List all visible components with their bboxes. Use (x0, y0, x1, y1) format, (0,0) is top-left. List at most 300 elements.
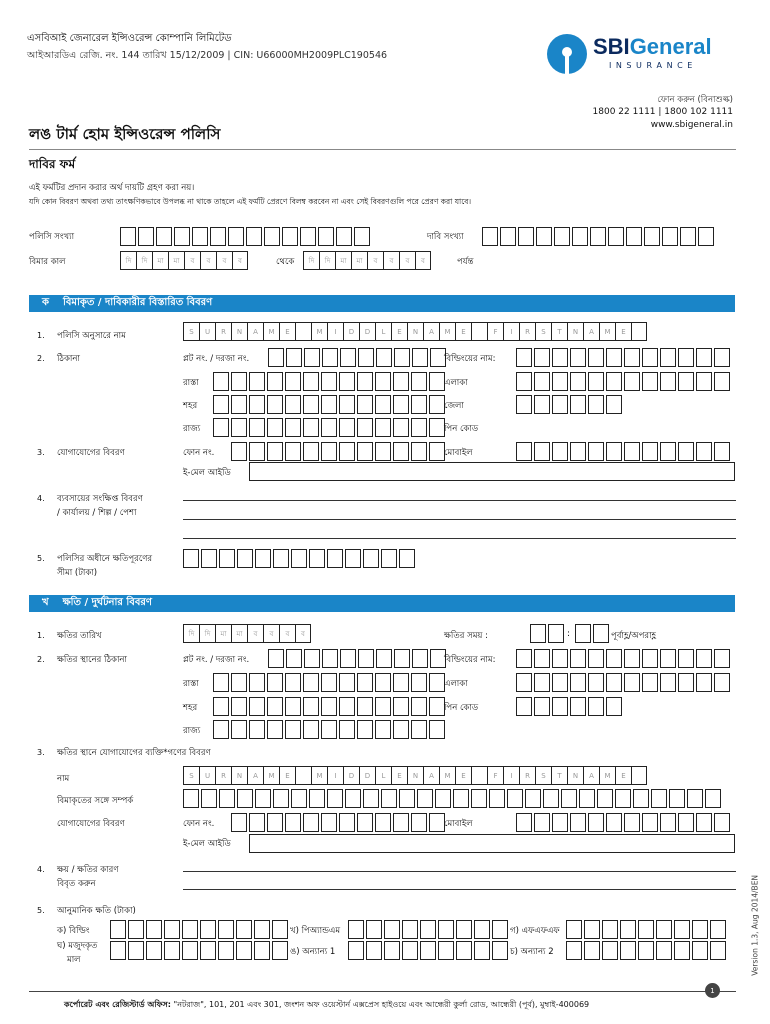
road-cell[interactable] (393, 372, 409, 391)
relation-cell[interactable] (309, 789, 325, 808)
city-cell[interactable] (303, 395, 319, 414)
plot-cell[interactable] (376, 649, 392, 668)
district-cell[interactable] (588, 395, 604, 414)
date-cell[interactable]: দি (183, 624, 199, 643)
state-cell[interactable] (267, 418, 283, 437)
policy-number-cell[interactable] (300, 227, 316, 246)
area-cell[interactable] (570, 372, 586, 391)
time-cell[interactable] (575, 624, 591, 643)
mobile-cell[interactable] (642, 813, 658, 832)
name-cell[interactable]: M (439, 766, 455, 785)
time-cell[interactable] (593, 624, 609, 643)
city-cell[interactable] (321, 697, 337, 716)
relation-cell[interactable] (543, 789, 559, 808)
claim-number-cell[interactable] (644, 227, 660, 246)
name-cell[interactable]: A (423, 766, 439, 785)
area-cell[interactable] (516, 673, 532, 692)
loss-city-field[interactable] (213, 697, 447, 716)
state-cell[interactable] (213, 720, 229, 739)
phone-cell[interactable] (429, 442, 445, 461)
name-cell[interactable]: E (455, 766, 471, 785)
date-cell[interactable]: ব (295, 624, 311, 643)
sum-cell[interactable] (363, 549, 379, 568)
building-cell[interactable] (696, 348, 712, 367)
policy-number-cell[interactable] (282, 227, 298, 246)
sum-cell[interactable] (309, 549, 325, 568)
amount-cell[interactable] (674, 941, 690, 960)
building-cell[interactable] (660, 649, 676, 668)
sum-cell[interactable] (327, 549, 343, 568)
amount-cell[interactable] (638, 941, 654, 960)
amount-cell[interactable] (438, 941, 454, 960)
name-cell[interactable]: E (279, 322, 295, 341)
loss-pin-field[interactable] (516, 697, 624, 716)
amount-cell[interactable] (566, 920, 582, 939)
area-cell[interactable] (660, 673, 676, 692)
date-cell[interactable]: মা (215, 624, 231, 643)
road-cell[interactable] (249, 372, 265, 391)
contact-email-field[interactable] (249, 834, 735, 853)
plot-cell[interactable] (286, 649, 302, 668)
pm-loss-field[interactable] (348, 920, 510, 939)
date-cell[interactable]: দি (319, 251, 335, 270)
area-cell[interactable] (660, 372, 676, 391)
plot-cell[interactable] (322, 348, 338, 367)
amount-cell[interactable] (182, 941, 198, 960)
amount-cell[interactable] (218, 941, 234, 960)
amount-cell[interactable] (128, 941, 144, 960)
road-cell[interactable] (213, 372, 229, 391)
relation-cell[interactable] (525, 789, 541, 808)
state-cell[interactable] (339, 720, 355, 739)
policy-number-cell[interactable] (336, 227, 352, 246)
plot-cell[interactable] (412, 348, 428, 367)
name-cell[interactable]: E (391, 322, 407, 341)
pin-cell[interactable] (588, 697, 604, 716)
building-cell[interactable] (552, 348, 568, 367)
claim-number-cell[interactable] (680, 227, 696, 246)
name-cell[interactable]: R (215, 322, 231, 341)
date-cell[interactable]: দি (120, 251, 136, 270)
amount-cell[interactable] (348, 920, 364, 939)
city-cell[interactable] (231, 697, 247, 716)
date-cell[interactable]: দি (136, 251, 152, 270)
other1-loss-field[interactable] (348, 941, 510, 960)
policy-number-cell[interactable] (354, 227, 370, 246)
claim-number-cell[interactable] (590, 227, 606, 246)
amount-cell[interactable] (620, 941, 636, 960)
sum-cell[interactable] (201, 549, 217, 568)
area-cell[interactable] (624, 372, 640, 391)
road-cell[interactable] (267, 372, 283, 391)
loss-state-field[interactable] (213, 720, 447, 739)
district-field[interactable] (516, 395, 624, 414)
name-cell[interactable]: R (215, 766, 231, 785)
name-cell[interactable] (471, 322, 487, 341)
phone-cell[interactable] (321, 442, 337, 461)
pin-cell[interactable] (606, 697, 622, 716)
building-cell[interactable] (642, 348, 658, 367)
city-cell[interactable] (393, 395, 409, 414)
amount-cell[interactable] (692, 920, 708, 939)
relation-cell[interactable] (597, 789, 613, 808)
sum-cell[interactable] (219, 549, 235, 568)
name-cell[interactable]: N (567, 322, 583, 341)
road-cell[interactable] (321, 372, 337, 391)
date-cell[interactable]: মা (152, 251, 168, 270)
name-cell[interactable]: A (583, 322, 599, 341)
loss-area-field[interactable] (516, 673, 732, 692)
amount-cell[interactable] (692, 941, 708, 960)
road-cell[interactable] (411, 673, 427, 692)
cause-line-2[interactable] (183, 889, 736, 890)
date-cell[interactable]: ব (415, 251, 431, 270)
name-cell[interactable]: A (247, 766, 263, 785)
mobile-cell[interactable] (570, 813, 586, 832)
state-cell[interactable] (429, 720, 445, 739)
name-cell[interactable]: S (183, 322, 199, 341)
state-cell[interactable] (357, 720, 373, 739)
relation-cell[interactable] (417, 789, 433, 808)
claim-number-cell[interactable] (626, 227, 642, 246)
amount-cell[interactable] (710, 920, 726, 939)
sum-cell[interactable] (345, 549, 361, 568)
claim-number-field[interactable] (482, 227, 716, 246)
amount-cell[interactable] (492, 920, 508, 939)
amount-cell[interactable] (236, 941, 252, 960)
building-cell[interactable] (678, 348, 694, 367)
sum-cell[interactable] (255, 549, 271, 568)
state-cell[interactable] (375, 418, 391, 437)
mobile-cell[interactable] (588, 442, 604, 461)
road-cell[interactable] (285, 372, 301, 391)
road-cell[interactable] (429, 372, 445, 391)
plot-cell[interactable] (340, 348, 356, 367)
policy-number-cell[interactable] (138, 227, 154, 246)
building-loss-field[interactable] (110, 920, 290, 939)
name-cell[interactable]: I (327, 322, 343, 341)
relation-cell[interactable] (633, 789, 649, 808)
state-cell[interactable] (267, 720, 283, 739)
sum-cell[interactable] (291, 549, 307, 568)
phone-cell[interactable] (303, 442, 319, 461)
name-cell[interactable]: D (359, 322, 375, 341)
road-cell[interactable] (213, 673, 229, 692)
name-cell[interactable]: D (359, 766, 375, 785)
policy-number-cell[interactable] (318, 227, 334, 246)
plot-cell[interactable] (286, 348, 302, 367)
amount-cell[interactable] (218, 920, 234, 939)
cause-line-1[interactable] (183, 871, 736, 872)
name-cell[interactable]: I (503, 766, 519, 785)
plot-cell[interactable] (358, 348, 374, 367)
city-cell[interactable] (285, 697, 301, 716)
amount-cell[interactable] (200, 941, 216, 960)
name-cell[interactable]: I (503, 322, 519, 341)
mobile-cell[interactable] (660, 813, 676, 832)
phone-cell[interactable] (285, 442, 301, 461)
phone-cell[interactable] (393, 442, 409, 461)
business-line-2[interactable] (183, 519, 736, 520)
city-cell[interactable] (375, 395, 391, 414)
name-cell[interactable]: S (535, 766, 551, 785)
phone-cell[interactable] (357, 442, 373, 461)
claim-number-cell[interactable] (608, 227, 624, 246)
date-cell[interactable]: মা (231, 624, 247, 643)
name-cell[interactable]: U (199, 322, 215, 341)
area-cell[interactable] (552, 673, 568, 692)
sum-cell[interactable] (237, 549, 253, 568)
phone-cell[interactable] (411, 813, 427, 832)
road-cell[interactable] (303, 673, 319, 692)
phone-cell[interactable] (339, 813, 355, 832)
period-to-date[interactable] (303, 251, 431, 270)
pin-cell[interactable] (552, 697, 568, 716)
area-cell[interactable] (516, 372, 532, 391)
area-cell[interactable] (606, 372, 622, 391)
name-cell[interactable]: F (487, 322, 503, 341)
area-cell[interactable] (606, 673, 622, 692)
name-cell[interactable]: A (583, 766, 599, 785)
date-cell[interactable]: মা (168, 251, 184, 270)
relation-cell[interactable] (273, 789, 289, 808)
city-cell[interactable] (411, 697, 427, 716)
relation-cell[interactable] (183, 789, 199, 808)
time-cell[interactable] (530, 624, 546, 643)
amount-cell[interactable] (200, 920, 216, 939)
plot-cell[interactable] (340, 649, 356, 668)
amount-cell[interactable] (272, 920, 288, 939)
state-cell[interactable] (303, 720, 319, 739)
claim-number-cell[interactable] (500, 227, 516, 246)
phone-cell[interactable] (357, 813, 373, 832)
amount-cell[interactable] (110, 920, 126, 939)
relation-cell[interactable] (705, 789, 721, 808)
amount-cell[interactable] (584, 920, 600, 939)
contact-phone-field[interactable] (231, 813, 447, 832)
amount-cell[interactable] (474, 920, 490, 939)
relation-cell[interactable] (561, 789, 577, 808)
amount-cell[interactable] (146, 920, 162, 939)
city-cell[interactable] (303, 697, 319, 716)
name-cell[interactable]: M (263, 766, 279, 785)
state-cell[interactable] (213, 418, 229, 437)
name-cell[interactable] (295, 766, 311, 785)
area-cell[interactable] (642, 372, 658, 391)
city-cell[interactable] (429, 395, 445, 414)
building-cell[interactable] (714, 649, 730, 668)
amount-cell[interactable] (366, 941, 382, 960)
date-cell[interactable]: ব (279, 624, 295, 643)
amount-cell[interactable] (128, 920, 144, 939)
amount-cell[interactable] (566, 941, 582, 960)
road-cell[interactable] (429, 673, 445, 692)
plot-cell[interactable] (304, 348, 320, 367)
mobile-cell[interactable] (714, 813, 730, 832)
amount-cell[interactable] (366, 920, 382, 939)
relation-cell[interactable] (255, 789, 271, 808)
phone-cell[interactable] (249, 442, 265, 461)
area-cell[interactable] (570, 673, 586, 692)
area-cell[interactable] (642, 673, 658, 692)
amount-cell[interactable] (474, 941, 490, 960)
amount-cell[interactable] (254, 941, 270, 960)
amount-cell[interactable] (110, 941, 126, 960)
building-cell[interactable] (588, 348, 604, 367)
district-cell[interactable] (516, 395, 532, 414)
district-cell[interactable] (534, 395, 550, 414)
state-field[interactable] (213, 418, 447, 437)
relation-cell[interactable] (381, 789, 397, 808)
building-cell[interactable] (606, 649, 622, 668)
name-cell[interactable]: N (231, 322, 247, 341)
claim-number-cell[interactable] (554, 227, 570, 246)
loss-road-field[interactable] (213, 673, 447, 692)
relation-cell[interactable] (651, 789, 667, 808)
name-cell[interactable] (295, 322, 311, 341)
area-cell[interactable] (696, 673, 712, 692)
building-cell[interactable] (570, 649, 586, 668)
state-cell[interactable] (303, 418, 319, 437)
name-cell[interactable]: D (343, 766, 359, 785)
city-cell[interactable] (411, 395, 427, 414)
time-cell[interactable] (548, 624, 564, 643)
city-cell[interactable] (429, 697, 445, 716)
relation-cell[interactable] (237, 789, 253, 808)
building-cell[interactable] (642, 649, 658, 668)
name-cell[interactable] (471, 766, 487, 785)
phone-cell[interactable] (303, 813, 319, 832)
name-cell[interactable]: M (599, 322, 615, 341)
business-line-3[interactable] (183, 538, 736, 539)
state-cell[interactable] (321, 418, 337, 437)
name-cell[interactable]: I (327, 766, 343, 785)
date-cell[interactable]: ব (383, 251, 399, 270)
building-cell[interactable] (606, 348, 622, 367)
state-cell[interactable] (321, 720, 337, 739)
mobile-cell[interactable] (552, 813, 568, 832)
mobile-cell[interactable] (660, 442, 676, 461)
state-cell[interactable] (231, 720, 247, 739)
phone-cell[interactable] (321, 813, 337, 832)
policy-number-cell[interactable] (156, 227, 172, 246)
area-cell[interactable] (552, 372, 568, 391)
name-cell[interactable]: U (199, 766, 215, 785)
mobile-cell[interactable] (588, 813, 604, 832)
plot-cell[interactable] (358, 649, 374, 668)
building-cell[interactable] (624, 649, 640, 668)
amount-cell[interactable] (420, 941, 436, 960)
mobile-cell[interactable] (606, 813, 622, 832)
name-cell[interactable]: M (263, 322, 279, 341)
phone-cell[interactable] (411, 442, 427, 461)
amount-cell[interactable] (384, 920, 400, 939)
claim-number-cell[interactable] (662, 227, 678, 246)
state-cell[interactable] (249, 418, 265, 437)
city-cell[interactable] (339, 697, 355, 716)
city-cell[interactable] (285, 395, 301, 414)
relation-cell[interactable] (399, 789, 415, 808)
name-cell[interactable]: A (247, 322, 263, 341)
city-cell[interactable] (375, 697, 391, 716)
relation-cell[interactable] (201, 789, 217, 808)
amount-cell[interactable] (402, 920, 418, 939)
amount-cell[interactable] (164, 941, 180, 960)
mobile-cell[interactable] (534, 442, 550, 461)
phone-cell[interactable] (429, 813, 445, 832)
phone-field[interactable] (231, 442, 447, 461)
date-cell[interactable]: মা (335, 251, 351, 270)
mobile-cell[interactable] (534, 813, 550, 832)
pin-cell[interactable] (516, 697, 532, 716)
stock-loss-field[interactable] (110, 941, 290, 960)
state-cell[interactable] (375, 720, 391, 739)
building-cell[interactable] (588, 649, 604, 668)
area-cell[interactable] (714, 372, 730, 391)
relation-cell[interactable] (363, 789, 379, 808)
name-cell[interactable]: M (311, 322, 327, 341)
city-cell[interactable] (213, 395, 229, 414)
building-cell[interactable] (714, 348, 730, 367)
relation-cell[interactable] (687, 789, 703, 808)
mobile-cell[interactable] (624, 813, 640, 832)
mobile-cell[interactable] (570, 442, 586, 461)
policy-number-cell[interactable] (228, 227, 244, 246)
plot-cell[interactable] (268, 348, 284, 367)
sum-insured-field[interactable] (183, 549, 417, 568)
state-cell[interactable] (411, 720, 427, 739)
mobile-cell[interactable] (606, 442, 622, 461)
road-cell[interactable] (393, 673, 409, 692)
city-cell[interactable] (213, 697, 229, 716)
amount-cell[interactable] (602, 941, 618, 960)
name-cell[interactable]: T (551, 766, 567, 785)
mobile-cell[interactable] (696, 813, 712, 832)
amount-cell[interactable] (254, 920, 270, 939)
building-cell[interactable] (570, 348, 586, 367)
policy-number-cell[interactable] (192, 227, 208, 246)
name-cell[interactable]: D (343, 322, 359, 341)
road-cell[interactable] (375, 673, 391, 692)
mobile-cell[interactable] (624, 442, 640, 461)
relation-cell[interactable] (219, 789, 235, 808)
road-cell[interactable] (231, 372, 247, 391)
road-field[interactable] (213, 372, 447, 391)
date-cell[interactable]: দি (199, 624, 215, 643)
city-cell[interactable] (321, 395, 337, 414)
contact-name-field[interactable] (183, 766, 647, 785)
city-cell[interactable] (357, 395, 373, 414)
mobile-cell[interactable] (516, 813, 532, 832)
amount-cell[interactable] (182, 920, 198, 939)
building-cell[interactable] (624, 348, 640, 367)
mobile-cell[interactable] (516, 442, 532, 461)
date-cell[interactable]: ব (247, 624, 263, 643)
email-field[interactable] (249, 462, 735, 481)
building-cell[interactable] (534, 348, 550, 367)
road-cell[interactable] (375, 372, 391, 391)
state-cell[interactable] (339, 418, 355, 437)
sum-cell[interactable] (399, 549, 415, 568)
mobile-cell[interactable] (696, 442, 712, 461)
building-cell[interactable] (552, 649, 568, 668)
plot-cell[interactable] (394, 348, 410, 367)
sum-cell[interactable] (183, 549, 199, 568)
plot-cell[interactable] (412, 649, 428, 668)
phone-cell[interactable] (231, 442, 247, 461)
name-cell[interactable]: E (391, 766, 407, 785)
building-cell[interactable] (696, 649, 712, 668)
